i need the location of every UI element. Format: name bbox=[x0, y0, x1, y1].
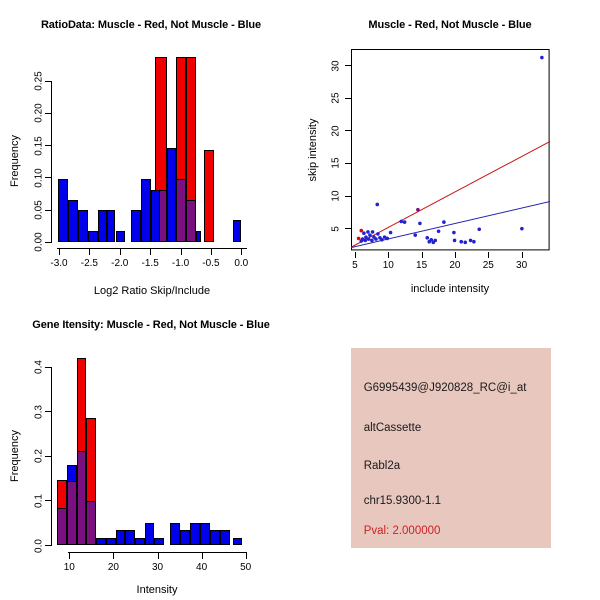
histogram-bar-not-muscle-blue bbox=[58, 179, 68, 242]
scatter-point-muscle-red bbox=[359, 229, 363, 233]
histogram-bar-not-muscle-blue bbox=[154, 538, 164, 545]
x-tick-label: -2.0 bbox=[111, 258, 129, 269]
scatter-point-not-muscle-blue bbox=[388, 231, 392, 235]
scatter-point-not-muscle-blue bbox=[385, 237, 389, 241]
scatter-point-not-muscle-blue bbox=[363, 239, 367, 243]
x-axis-tick bbox=[241, 249, 242, 255]
scatter-point-not-muscle-blue bbox=[362, 232, 366, 236]
x-axis-tick bbox=[150, 249, 151, 255]
x-axis-tick bbox=[455, 252, 456, 258]
y-axis-tick bbox=[45, 81, 51, 82]
histogram-bar-not-muscle-blue bbox=[131, 210, 141, 242]
scatter-point-not-muscle-blue bbox=[376, 232, 380, 236]
scatter-point-not-muscle-blue bbox=[374, 238, 378, 242]
y-axis-line bbox=[51, 81, 52, 243]
scatter-point-not-muscle-blue bbox=[468, 239, 472, 243]
x-axis-tick bbox=[522, 252, 523, 258]
scatter-box bbox=[351, 50, 549, 250]
histogram-bar-not-muscle-blue bbox=[116, 231, 125, 241]
scatter-y-axis-label: skip intensity bbox=[307, 118, 319, 182]
histogram-bar-not-muscle-blue bbox=[220, 530, 230, 545]
y-axis-tick bbox=[45, 500, 51, 501]
gene-histogram-title: Gene Itensity: Muscle - Red, Not Muscle - Blue bbox=[32, 319, 270, 331]
scatter-point-not-muscle-blue bbox=[452, 231, 456, 235]
x-axis-tick bbox=[355, 252, 356, 258]
histogram-bar-not-muscle-blue bbox=[200, 523, 210, 545]
y-axis-tick bbox=[345, 163, 351, 164]
histogram-bar-not-muscle-blue bbox=[125, 530, 135, 545]
y-axis-tick bbox=[45, 242, 51, 243]
y-tick-label: 25 bbox=[330, 92, 342, 104]
x-tick-label: 30 bbox=[516, 260, 528, 271]
x-axis-tick bbox=[211, 249, 212, 255]
histogram-bar-overlap-purple bbox=[159, 190, 168, 242]
locus-text: chr15.9300-1.1 bbox=[363, 494, 442, 507]
y-axis-tick bbox=[345, 228, 351, 229]
x-tick-label: 0.0 bbox=[234, 258, 249, 269]
histogram-bar-not-muscle-blue bbox=[141, 179, 151, 242]
ratio-histogram-title: RatioData: Muscle - Red, Not Muscle - Blue bbox=[40, 19, 262, 31]
histogram-bar-overlap-purple bbox=[77, 451, 87, 545]
histogram-bar-not-muscle-blue bbox=[233, 220, 242, 241]
ratio-histogram-x-axis-label: Log2 Ratio Skip/Include bbox=[93, 285, 211, 297]
x-tick-label: 25 bbox=[482, 260, 494, 271]
histogram-bar-not-muscle-blue bbox=[167, 148, 176, 242]
scatter-point-not-muscle-blue bbox=[370, 230, 374, 234]
y-axis-tick bbox=[45, 113, 51, 114]
histogram-bar-overlap-purple bbox=[57, 508, 67, 545]
gene-name-text: Rabl2a bbox=[363, 459, 401, 472]
scatter-point-not-muscle-blue bbox=[375, 203, 379, 207]
y-tick-label: 0.15 bbox=[33, 135, 45, 156]
histogram-bar-not-muscle-blue bbox=[180, 530, 190, 545]
histogram-bar-overlap-purple bbox=[176, 179, 186, 241]
x-tick-label: 10 bbox=[382, 260, 394, 271]
gene-histogram-x-axis-label: Intensity bbox=[136, 584, 178, 596]
x-axis-tick bbox=[488, 252, 489, 258]
y-tick-label: 5 bbox=[330, 226, 342, 232]
x-tick-label: 5 bbox=[352, 260, 358, 271]
histogram-bar-overlap-purple bbox=[86, 501, 96, 545]
histogram-bar-not-muscle-blue bbox=[116, 530, 126, 545]
y-tick-label: 15 bbox=[330, 157, 342, 170]
x-tick-label: 40 bbox=[196, 562, 208, 573]
histogram-bar-not-muscle-blue bbox=[145, 523, 155, 545]
x-tick-label: 10 bbox=[63, 562, 75, 573]
gene-info-box bbox=[351, 348, 552, 548]
scatter-point-not-muscle-blue bbox=[540, 56, 544, 60]
scatter-point-not-muscle-blue bbox=[413, 234, 417, 238]
scatter-point-not-muscle-blue bbox=[402, 221, 406, 225]
x-tick-label: -1.0 bbox=[171, 258, 190, 269]
x-tick-label: 20 bbox=[449, 260, 461, 271]
histogram-bar-not-muscle-blue bbox=[196, 231, 202, 241]
scatter-point-not-muscle-blue bbox=[436, 230, 440, 234]
histogram-bar-not-muscle-blue bbox=[233, 538, 242, 545]
scatter-point-not-muscle-blue bbox=[463, 241, 467, 245]
y-axis-tick bbox=[45, 210, 51, 211]
histogram-bar-not-muscle-blue bbox=[96, 538, 106, 545]
histogram-bar-not-muscle-blue bbox=[135, 538, 145, 545]
y-tick-label: 0.20 bbox=[33, 103, 45, 124]
histogram-bar-not-muscle-blue bbox=[98, 210, 107, 242]
splice-event-text: altCassette bbox=[363, 421, 422, 434]
ratio-histogram-y-axis-label: Frequency bbox=[9, 135, 21, 187]
y-axis-tick bbox=[45, 545, 51, 546]
scatter-point-not-muscle-blue bbox=[418, 222, 422, 226]
y-axis-tick bbox=[45, 411, 51, 412]
y-tick-label: 0.00 bbox=[33, 232, 45, 252]
scatter-point-not-muscle-blue bbox=[472, 240, 476, 244]
scatter-x-axis-label: include intensity bbox=[410, 283, 490, 295]
y-tick-label: 30 bbox=[330, 59, 342, 72]
scatter-point-not-muscle-blue bbox=[368, 234, 372, 238]
scatter-point-not-muscle-blue bbox=[370, 239, 374, 243]
x-tick-label: -3.0 bbox=[50, 258, 68, 269]
scatter-plot-area bbox=[351, 49, 550, 251]
x-tick-label: 30 bbox=[151, 562, 164, 573]
x-tick-label: -2.5 bbox=[80, 258, 98, 269]
x-axis-tick bbox=[69, 553, 70, 559]
histogram-bar-not-muscle-blue bbox=[78, 210, 88, 242]
x-tick-label: 50 bbox=[240, 562, 252, 573]
y-axis-line bbox=[51, 367, 52, 546]
scatter-point-not-muscle-blue bbox=[366, 238, 370, 242]
scatter-point-not-muscle-blue bbox=[433, 239, 437, 243]
scatter-point-not-muscle-blue bbox=[399, 220, 403, 224]
histogram-bar-not-muscle-blue bbox=[170, 523, 180, 545]
x-axis-tick bbox=[113, 553, 114, 559]
y-tick-label: 0.1 bbox=[33, 493, 45, 508]
scatter-point-not-muscle-blue bbox=[380, 238, 384, 242]
y-axis-tick bbox=[45, 177, 51, 178]
x-axis-tick bbox=[181, 249, 182, 255]
x-axis-tick bbox=[388, 252, 389, 258]
y-axis-tick bbox=[45, 367, 51, 368]
x-axis-tick bbox=[158, 553, 159, 559]
x-tick-label: -0.5 bbox=[202, 258, 220, 269]
y-tick-label: 0.3 bbox=[33, 404, 45, 419]
y-axis-tick bbox=[45, 456, 51, 457]
scatter-point-not-muscle-blue bbox=[452, 239, 456, 243]
y-axis-tick bbox=[345, 130, 351, 131]
y-axis-tick bbox=[345, 98, 351, 99]
histogram-bar-not-muscle-blue bbox=[210, 530, 220, 545]
histogram-bar-overlap-purple bbox=[186, 200, 196, 242]
x-axis-tick bbox=[422, 252, 423, 258]
scatter-point-not-muscle-blue bbox=[366, 230, 370, 234]
y-axis-tick bbox=[345, 65, 351, 66]
gene-histogram-y-axis-label: Frequency bbox=[9, 430, 21, 482]
x-tick-label: 20 bbox=[107, 562, 119, 573]
x-axis-line bbox=[57, 248, 247, 249]
y-tick-label: 0.10 bbox=[33, 168, 45, 188]
x-axis-tick bbox=[202, 553, 203, 559]
scatter-title: Muscle - Red, Not Muscle - Blue bbox=[368, 19, 532, 31]
histogram-bar-not-muscle-blue bbox=[190, 523, 200, 545]
y-tick-label: 10 bbox=[330, 190, 342, 202]
histogram-bar-not-muscle-blue bbox=[88, 231, 98, 241]
y-tick-label: 0.25 bbox=[33, 71, 45, 91]
scatter-point-not-muscle-blue bbox=[459, 240, 463, 244]
y-tick-label: 0.2 bbox=[33, 449, 45, 464]
histogram-bar-not-muscle-blue bbox=[68, 200, 78, 242]
scatter-point-not-muscle-blue bbox=[477, 228, 481, 232]
x-axis-tick bbox=[246, 553, 247, 559]
histogram-bar-overlap-purple bbox=[67, 481, 77, 545]
x-tick-label: -1.5 bbox=[141, 258, 159, 269]
scatter-point-muscle-red bbox=[356, 237, 360, 241]
x-axis-tick bbox=[120, 249, 121, 255]
fit-line-muscle-fit bbox=[351, 141, 550, 247]
x-axis-tick bbox=[59, 249, 60, 255]
x-axis-tick bbox=[89, 249, 90, 255]
y-axis-tick bbox=[45, 145, 51, 146]
y-tick-label: 0.4 bbox=[33, 360, 45, 375]
scatter-point-overlap-purple bbox=[416, 208, 420, 212]
pval-text: Pval: 2.000000 bbox=[363, 524, 441, 537]
histogram-bar-not-muscle-blue bbox=[106, 538, 116, 545]
histogram-bar-not-muscle-blue bbox=[107, 210, 116, 242]
y-tick-label: 0.0 bbox=[33, 538, 45, 553]
scatter-point-not-muscle-blue bbox=[442, 221, 446, 225]
scatter-point-not-muscle-blue bbox=[425, 236, 429, 240]
x-tick-label: 15 bbox=[416, 260, 428, 271]
probe-id-text: G6995439@J920828_RC@i_at bbox=[363, 381, 527, 394]
histogram-bar-muscle-red bbox=[204, 150, 214, 242]
y-tick-label: 0.05 bbox=[33, 200, 45, 220]
y-tick-label: 20 bbox=[330, 125, 342, 137]
y-axis-tick bbox=[345, 196, 351, 197]
scatter-point-not-muscle-blue bbox=[520, 227, 524, 231]
